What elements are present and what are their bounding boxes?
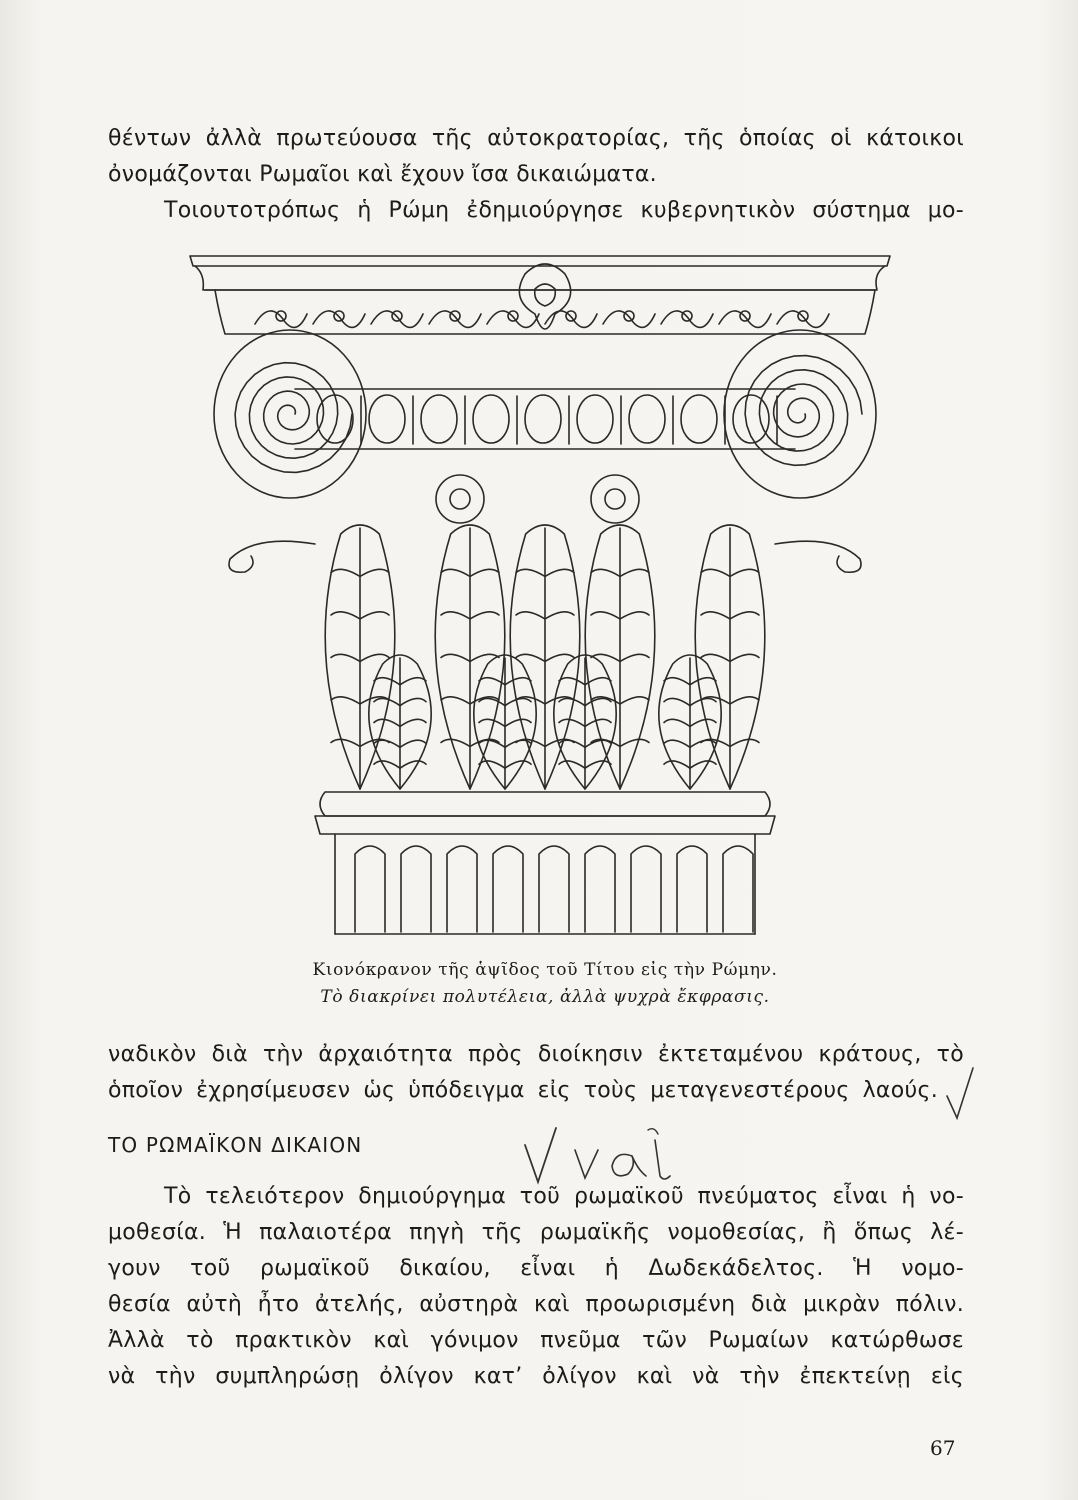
text-line: ναδικὸν διὰ τὴν ἀρχαιότητα πρὸς διοίκησιν ἐκτεταμένου κράτους, τὸ <box>108 1042 964 1067</box>
text-line: Ἀλλὰ τὸ πρακτικὸν καὶ γόνιμον πνεῦμα τῶν Ρωμαίων κατώρθωσε <box>108 1328 964 1353</box>
text-line: Τοιουτοτρόπως ἡ Ρώμη ἐδημιούργησε κυβερνητικὸν σύστημα μο- <box>164 198 964 223</box>
text-line: Τὸ τελειότερον δημιούργημα τοῦ ρωμαϊκοῦ πνεύματος εἶναι ἡ νο- <box>164 1184 964 1209</box>
text-line: νὰ τὴν συμπληρώσῃ ὀλίγον κατ’ ὀλίγον καὶ νὰ τὴν ἐπεκτείνῃ εἰς <box>108 1364 964 1389</box>
handwritten-note <box>520 1120 680 1190</box>
page-number: 67 <box>930 1436 956 1460</box>
text-line: θεσία αὐτὴ ἦτο ἀτελής, αὐστηρὰ καὶ προωρισμένη διὰ μικρὰν πόλιν. <box>108 1292 964 1317</box>
corinthian-capital-illustration <box>185 244 905 944</box>
text-line: θέντων ἀλλὰ πρωτεύουσα τῆς αὐτοκρατορίας, τῆς ὁποίας οἱ κάτοικοι <box>108 126 964 151</box>
text-line: ὀνομάζονται Ρωμαῖοι καὶ ἔχουν ἴσα δικαιώματα. <box>108 162 657 187</box>
text-line: μοθεσία. Ἡ παλαιοτέρα πηγὴ τῆς ρωμαϊκῆς νομοθεσίας, ἢ ὅπως λέ- <box>108 1220 964 1245</box>
figure-caption-line-1: Κιονόκρανον τῆς ἁψῖδος τοῦ Τίτου εἰς τὴν Ρώμην. <box>312 960 778 980</box>
text-line: γουν τοῦ ρωμαϊκοῦ δικαίου, εἶναι ἡ Δωδεκάδελτος. Ἡ νομο- <box>108 1256 964 1281</box>
figure-caption-line-2: Τὸ διακρίνει πολυτέλεια, ἀλλὰ ψυχρὰ ἔκφρασις. <box>320 987 770 1007</box>
section-heading: ΤΟ ΡΩΜΑΪΚΟΝ ΔΙΚΑΙΟΝ <box>108 1133 363 1157</box>
check-mark-icon <box>945 1066 975 1122</box>
text-line: ὁποῖον ἐχρησίμευσεν ὡς ὑπόδειγμα εἰς τοὺς μεταγενεστέρους λαούς. <box>108 1078 938 1103</box>
